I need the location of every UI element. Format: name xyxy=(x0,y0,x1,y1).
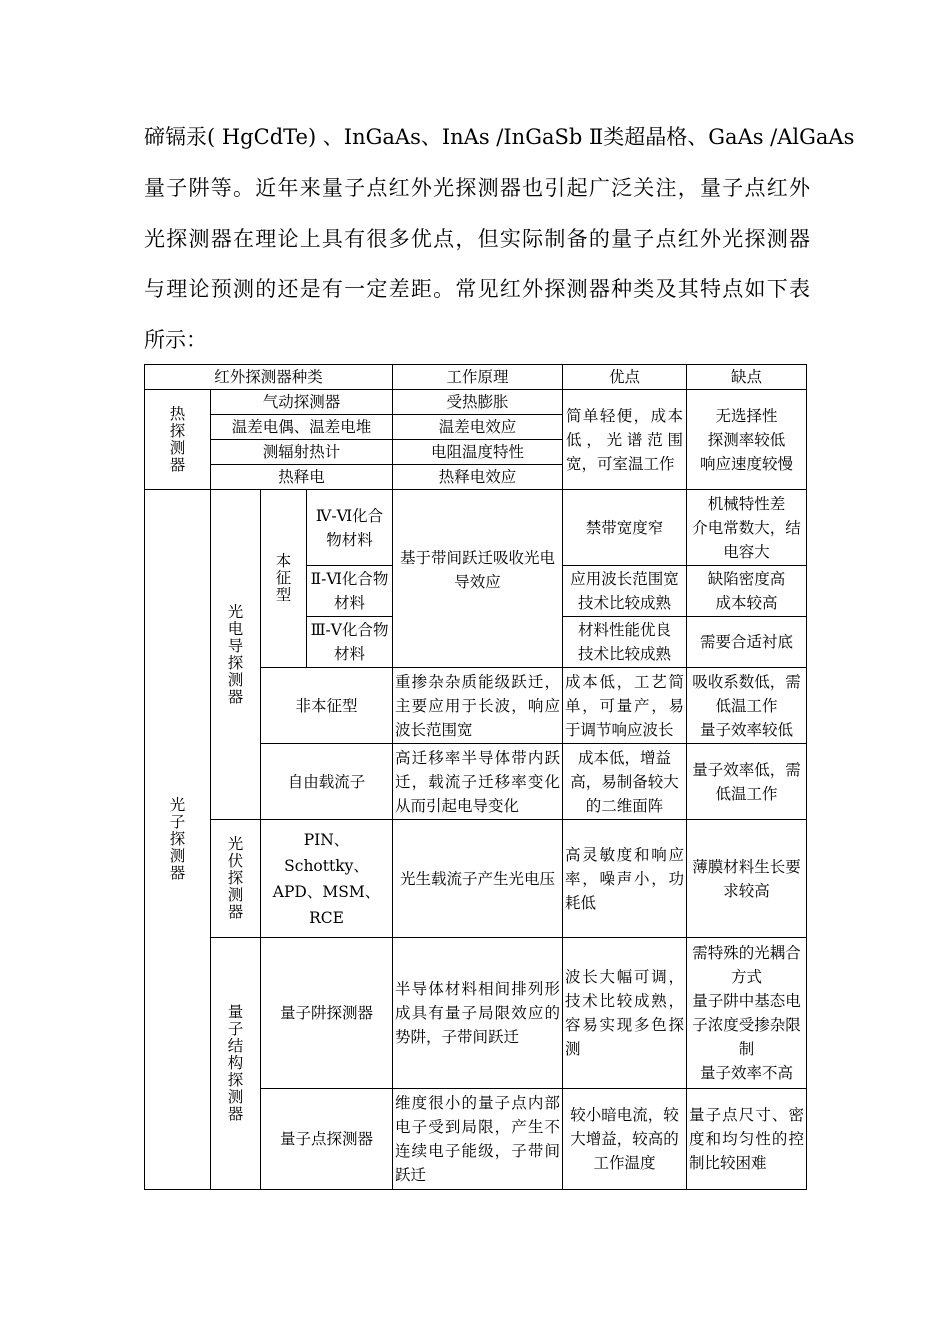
thermal-type: 测辐射热计 xyxy=(211,440,393,465)
intrinsic-cons: 需要合适衬底 xyxy=(687,617,807,668)
photoconductive-label: 光电导探测器 xyxy=(211,490,261,820)
intrinsic-cons: 缺陷密度高 成本较高 xyxy=(687,566,807,617)
material-cell: Ⅲ-Ⅴ化合物材料 xyxy=(307,617,393,668)
thermal-pros: 简单轻便，成本低，光谱范围宽，可室温工作 xyxy=(563,390,687,490)
intrinsic-principle: 基于带间跃迁吸收光电导效应 xyxy=(393,490,563,668)
intrinsic-pros: 禁带宽度窄 xyxy=(563,490,687,566)
thermal-principle: 受热膨胀 xyxy=(393,390,563,415)
thermal-principle: 电阻温度特性 xyxy=(393,440,563,465)
table-row xyxy=(145,390,807,415)
thermal-type: 气动探测器 xyxy=(211,390,393,415)
paragraph-line: 量子阱等。近年来量子点红外光探测器也引起广泛关注，量子点红外 xyxy=(144,175,810,200)
quantum-dot-cons: 量子点尺寸、密度和均匀性的控制比较困难 xyxy=(687,1089,807,1190)
photon-label: 光子探测器 xyxy=(145,490,211,1190)
table-row xyxy=(145,938,807,1089)
thermal-principle: 温差电效应 xyxy=(393,415,563,440)
paragraph-line: 碲镉汞( HgCdTe) 、InGaAs、InAs /InGaSb Ⅱ类超晶格、GaAs /AlGaAs xyxy=(144,125,855,149)
thermal-principle: 热释电效应 xyxy=(393,465,563,490)
paragraph-line: 所示： xyxy=(144,328,207,353)
intrinsic-pros: 应用波长范围宽 技术比较成熟 xyxy=(563,566,687,617)
paragraph-line: 与理论预测的还是有一定差距。常见红外探测器种类及其特点如下表 xyxy=(144,277,810,302)
free-carrier-cons: 量子效率低，需低温工作 xyxy=(687,744,807,820)
thermal-cons: 无选择性 探测率较低 响应速度较慢 xyxy=(687,390,807,490)
quantum-well-label: 量子阱探测器 xyxy=(261,938,393,1089)
photovoltaic-principle: 光生载流子产生光电压 xyxy=(393,820,563,938)
intrinsic-cons: 机械特性差 介电常数大，结电容大 xyxy=(687,490,807,566)
quantum-dot-principle: 维度很小的量子点内部电子受到局限，产生不连续电子能级，子带间跃迁 xyxy=(393,1089,563,1190)
extrinsic-principle: 重掺杂杂质能级跃迁，主要应用于长波，响应波长范围宽 xyxy=(393,668,563,744)
header-cons: 缺点 xyxy=(687,365,807,390)
intro-paragraph xyxy=(144,112,855,366)
thermal-type: 温差电偶、温差电堆 xyxy=(211,415,393,440)
extrinsic-pros: 成本低，工艺简单，可量产，易于调节响应波长 xyxy=(563,668,687,744)
photovoltaic-types: PIN、Schottky、APD、MSM、RCE xyxy=(261,820,393,938)
material-cell: Ⅱ-Ⅵ化合物材料 xyxy=(307,566,393,617)
quantum-well-pros: 波长大幅可调，技术比较成熟，容易实现多色探测 xyxy=(563,938,687,1089)
paragraph-line: 光探测器在理论上具有很多优点，但实际制备的量子点红外光探测器 xyxy=(144,226,810,251)
quantum-well-cons: 需特殊的光耦合方式 量子阱中基态电子浓度受掺杂限制 量子效率不高 xyxy=(687,938,807,1089)
header-principle: 工作原理 xyxy=(393,365,563,390)
quantum-well-principle: 半导体材料相间排列形成具有量子局限效应的势阱，子带间跃迁 xyxy=(393,938,563,1089)
header-pros: 优点 xyxy=(563,365,687,390)
header-type: 红外探测器种类 xyxy=(145,365,393,390)
free-carrier-label: 自由载流子 xyxy=(261,744,393,820)
table-row xyxy=(145,490,807,566)
free-carrier-principle: 高迁移率半导体带内跃迁，载流子迁移率变化从而引起电导变化 xyxy=(393,744,563,820)
table-header-row xyxy=(145,365,807,390)
quantum-dot-label: 量子点探测器 xyxy=(261,1089,393,1190)
extrinsic-cons: 吸收系数低，需低温工作 量子效率较低 xyxy=(687,668,807,744)
quantum-structure-label: 量子结构探测器 xyxy=(211,938,261,1190)
thermal-label: 热探测器 xyxy=(145,390,211,490)
thermal-type: 热释电 xyxy=(211,465,393,490)
material-cell: Ⅳ-Ⅵ化合物材料 xyxy=(307,490,393,566)
table-row xyxy=(145,820,807,938)
detector-table xyxy=(144,364,807,1190)
photovoltaic-cons: 薄膜材料生长要求较高 xyxy=(687,820,807,938)
photovoltaic-label: 光伏探测器 xyxy=(211,820,261,938)
intrinsic-pros: 材料性能优良 技术比较成熟 xyxy=(563,617,687,668)
intrinsic-label: 本征型 xyxy=(261,490,307,668)
photovoltaic-pros: 高灵敏度和响应率，噪声小，功耗低 xyxy=(563,820,687,938)
quantum-dot-pros: 较小暗电流，较大增益，较高的工作温度 xyxy=(563,1089,687,1190)
extrinsic-label: 非本征型 xyxy=(261,668,393,744)
free-carrier-pros: 成本低，增益高，易制备较大的二维面阵 xyxy=(563,744,687,820)
